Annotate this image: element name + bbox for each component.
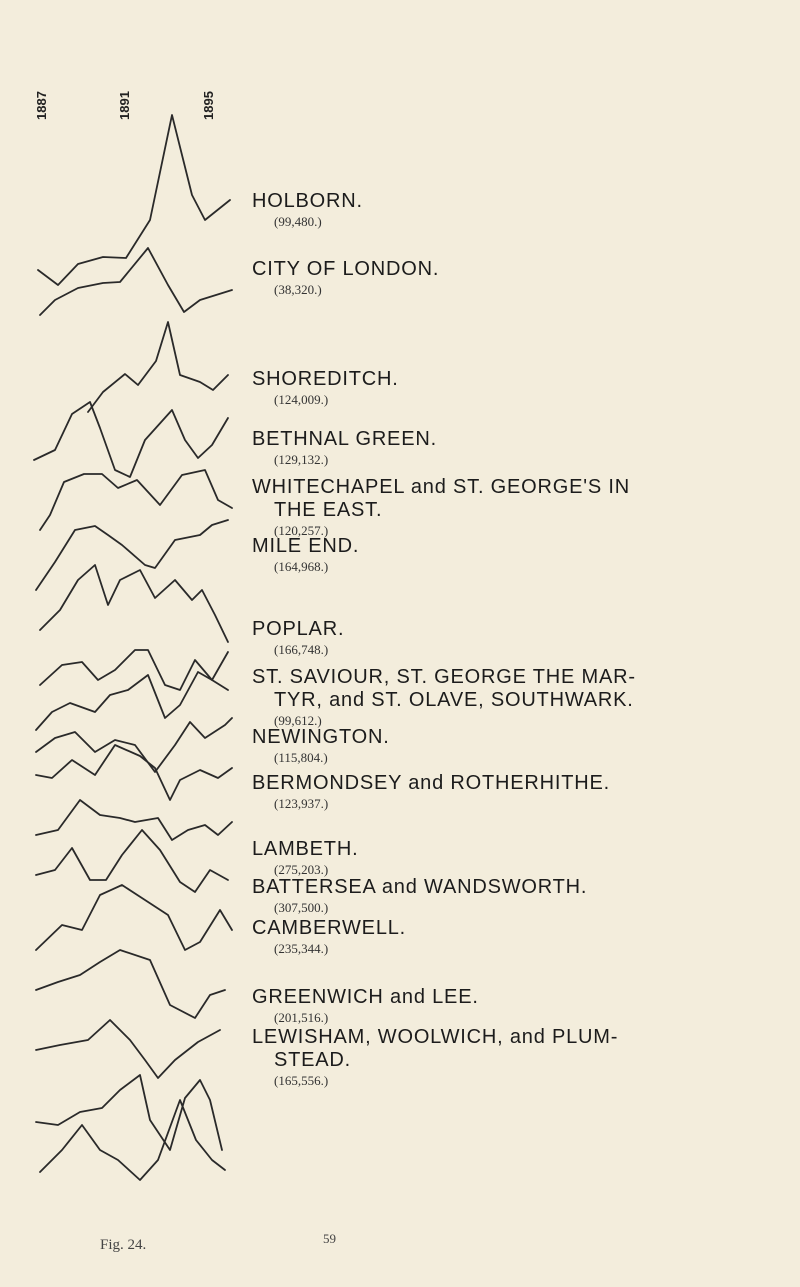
year-label-1887: 1887 [34, 91, 49, 120]
district-population: (235,344.) [274, 941, 329, 956]
district-population: (129,132.) [274, 452, 329, 467]
trend-line-battersea [36, 800, 232, 840]
district-population: (124,009.) [274, 392, 329, 407]
district-name: NEWINGTON. [252, 726, 390, 748]
trend-line-whitechapel [40, 470, 232, 530]
district-population: (120,257.) [274, 523, 329, 538]
district-whitechapel [252, 476, 792, 539]
district-newington [252, 726, 792, 766]
district-name-line: ST. SAVIOUR, ST. GEORGE THE MAR- [252, 666, 636, 688]
district-population: (123,937.) [274, 796, 329, 811]
district-name: SHOREDITCH. [252, 368, 399, 390]
district-population: (115,804.) [274, 750, 328, 765]
district-shoreditch [252, 368, 792, 408]
district-population: (99,612.) [274, 713, 322, 728]
district-greenwich [252, 986, 792, 1026]
district-name: HOLBORN. [252, 190, 363, 212]
trend-line-city-of-london [40, 248, 232, 315]
trend-line-lower [36, 1020, 220, 1078]
district-name-line: LEWISHAM, WOOLWICH, and PLUM- [252, 1026, 619, 1048]
district-bermondsey [252, 772, 792, 812]
district-name: CAMBERWELL. [252, 917, 407, 939]
trend-line-st-saviour [40, 650, 228, 690]
district-name-line: STEAD. [274, 1049, 352, 1071]
district-battersea [252, 876, 792, 916]
trend-line-shoreditch [88, 322, 228, 412]
district-name: GREENWICH and LEE. [252, 986, 479, 1008]
district-name-line: WHITECHAPEL and ST. GEORGE'S IN [252, 476, 630, 498]
district-name-line: TYR, and ST. OLAVE, SOUTHWARK. [274, 689, 634, 711]
trend-line-bermondsey [36, 718, 232, 772]
district-holborn [252, 190, 792, 230]
page-number: 59 [323, 1231, 336, 1246]
trend-line-greenwich [36, 885, 232, 950]
district-population: (166,748.) [274, 642, 329, 657]
year-label-1891: 1891 [117, 91, 132, 120]
district-name [252, 476, 792, 522]
district-population: (275,203.) [274, 862, 329, 877]
district-lambeth [252, 838, 792, 878]
district-camberwell [252, 917, 792, 957]
district-name: CITY OF LONDON. [252, 258, 440, 280]
district-population: (38,320.) [274, 282, 322, 297]
district-name-line: THE EAST. [274, 499, 383, 521]
district-name: BETHNAL GREEN. [252, 428, 437, 450]
district-poplar [252, 618, 792, 658]
district-population: (164,968.) [274, 559, 329, 574]
trend-line-mile-end [36, 520, 228, 590]
trend-line-lambeth [36, 745, 232, 800]
district-name: POPLAR. [252, 618, 345, 640]
district-st-saviour [252, 666, 792, 729]
district-population: (99,480.) [274, 214, 322, 229]
district-name: LAMBETH. [252, 838, 359, 860]
district-population: (201,516.) [274, 1010, 329, 1025]
district-name: MILE END. [252, 535, 360, 557]
district-name [252, 666, 792, 712]
trend-line-newington [36, 672, 228, 730]
trend-line-lewisham [36, 950, 225, 1018]
trend-line-poplar [40, 565, 228, 642]
district-name: BERMONDSEY and ROTHERHITHE. [252, 772, 610, 794]
district-population: (165,556.) [274, 1073, 329, 1088]
trend-line-holborn [38, 115, 230, 285]
trend-line-camberwell [36, 830, 228, 892]
district-name: BATTERSEA and WANDSWORTH. [252, 876, 588, 898]
district-lewisham [252, 1026, 792, 1089]
year-label-1895: 1895 [201, 91, 216, 120]
district-city-of-london [252, 258, 792, 298]
district-population: (307,500.) [274, 900, 329, 915]
trend-line-bethnal-green [34, 402, 228, 477]
district-mile-end [252, 535, 792, 575]
trend-line-lowest [40, 1100, 225, 1180]
district-bethnal-green [252, 428, 792, 468]
trend-line-bottom [36, 1075, 222, 1150]
figure-label: Fig. 24. [100, 1237, 147, 1253]
district-name [252, 1026, 792, 1072]
